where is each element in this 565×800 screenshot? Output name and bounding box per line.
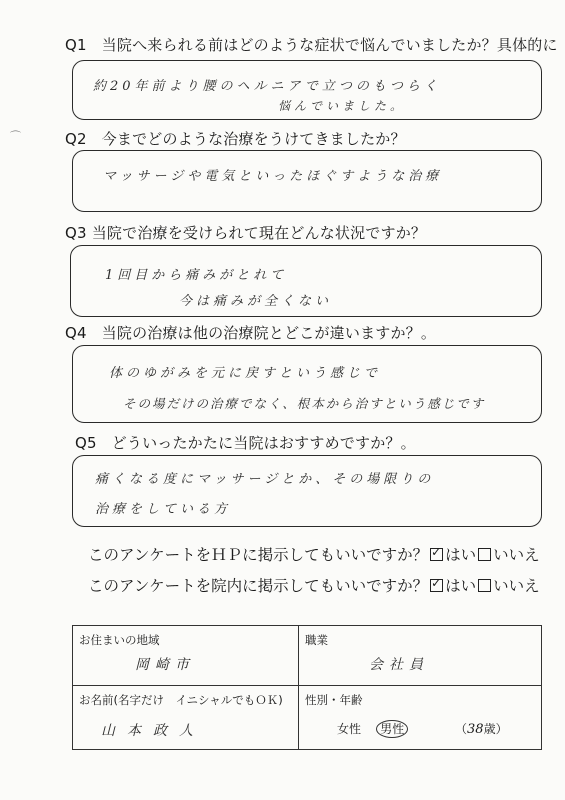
answer-line: 治療をしている方 (95, 502, 232, 517)
area-value: 岡崎市 (135, 657, 195, 673)
answer-line: 痛くなる度にマッサージとか、その場限りの (95, 472, 435, 487)
question-number: Q3 (65, 224, 87, 242)
checkbox-no[interactable] (478, 548, 491, 561)
answer-box-5 (72, 455, 542, 527)
answer-box-1 (72, 60, 542, 120)
answer-box-2 (72, 150, 542, 212)
option-label: はい (445, 577, 477, 595)
question-3 (65, 222, 426, 243)
checkbox-yes[interactable] (430, 548, 443, 561)
name-label: お名前(名字だけ イニシャルでもＯＫ) (79, 693, 283, 707)
question-text: 当院へ来られる前はどのような症状で悩んでいましたか？具体的に (101, 36, 558, 54)
female-option: 女性 (337, 722, 362, 736)
question-number: Q2 (65, 130, 87, 148)
question-2 (65, 128, 406, 149)
question-text: 当院で治療を受けられて現在どんな状況ですか？ (91, 224, 427, 242)
question-text: 当院の治療は他の治療院とどこが違いますか？。 (101, 324, 437, 342)
question-1 (65, 34, 558, 55)
question-text: 今までどのような治療をうけてきましたか？ (101, 130, 406, 148)
answer-line: 約20年前より腰のヘルニアで立つのもつらく (93, 79, 441, 94)
consent-question: このアンケートを院内に掲示してもいいですか？ (88, 577, 429, 595)
area-cell (73, 626, 299, 686)
question-number: Q1 (65, 36, 87, 54)
answer-line: 今は痛みが全くない (179, 294, 333, 309)
male-option: 男性 (376, 720, 408, 738)
job-label: 職業 (305, 633, 328, 647)
checkbox-yes[interactable] (430, 579, 443, 592)
question-number: Q5 (75, 434, 97, 452)
question-5 (75, 432, 416, 453)
age-value: 38 (467, 722, 484, 737)
answer-line: 1回目から痛みがとれて (105, 268, 288, 283)
answer-line: 体のゆがみを元に戻すという感じで (109, 366, 382, 381)
sex-options (337, 720, 408, 737)
consent-clinic (88, 574, 540, 596)
sex-age-cell (299, 686, 542, 750)
age-paren-open: （ (455, 722, 468, 736)
question-4 (65, 322, 436, 343)
answer-box-3 (70, 245, 542, 317)
answer-line: マッサージや電気といったほぐすような治療 (103, 169, 443, 184)
respondent-info-table (72, 625, 542, 750)
answer-box-4 (72, 345, 542, 423)
option-label: いいえ (493, 546, 540, 564)
question-number: Q4 (65, 324, 87, 342)
option-label: はい (445, 546, 477, 564)
option-label: いいえ (493, 577, 540, 595)
age-field (455, 720, 508, 737)
job-cell (299, 626, 542, 686)
consent-hp (88, 543, 540, 565)
margin-mark: ⌒ (10, 130, 21, 143)
job-value: 会社員 (369, 657, 429, 673)
answer-line: 悩んでいました。 (278, 99, 407, 113)
name-cell (73, 686, 299, 750)
answer-line: その場だけの治療でなく、根本から治すという感じです (123, 396, 486, 411)
sex-age-label: 性別・年齢 (305, 693, 363, 707)
name-value: 山本政人 (101, 723, 205, 739)
age-unit: 歳） (483, 722, 508, 736)
checkbox-no[interactable] (478, 579, 491, 592)
question-text: どういったかたに当院はおすすめですか？。 (111, 434, 416, 452)
area-label: お住まいの地域 (79, 633, 160, 647)
consent-question: このアンケートをＨＰに掲示してもいいですか？ (88, 546, 429, 564)
